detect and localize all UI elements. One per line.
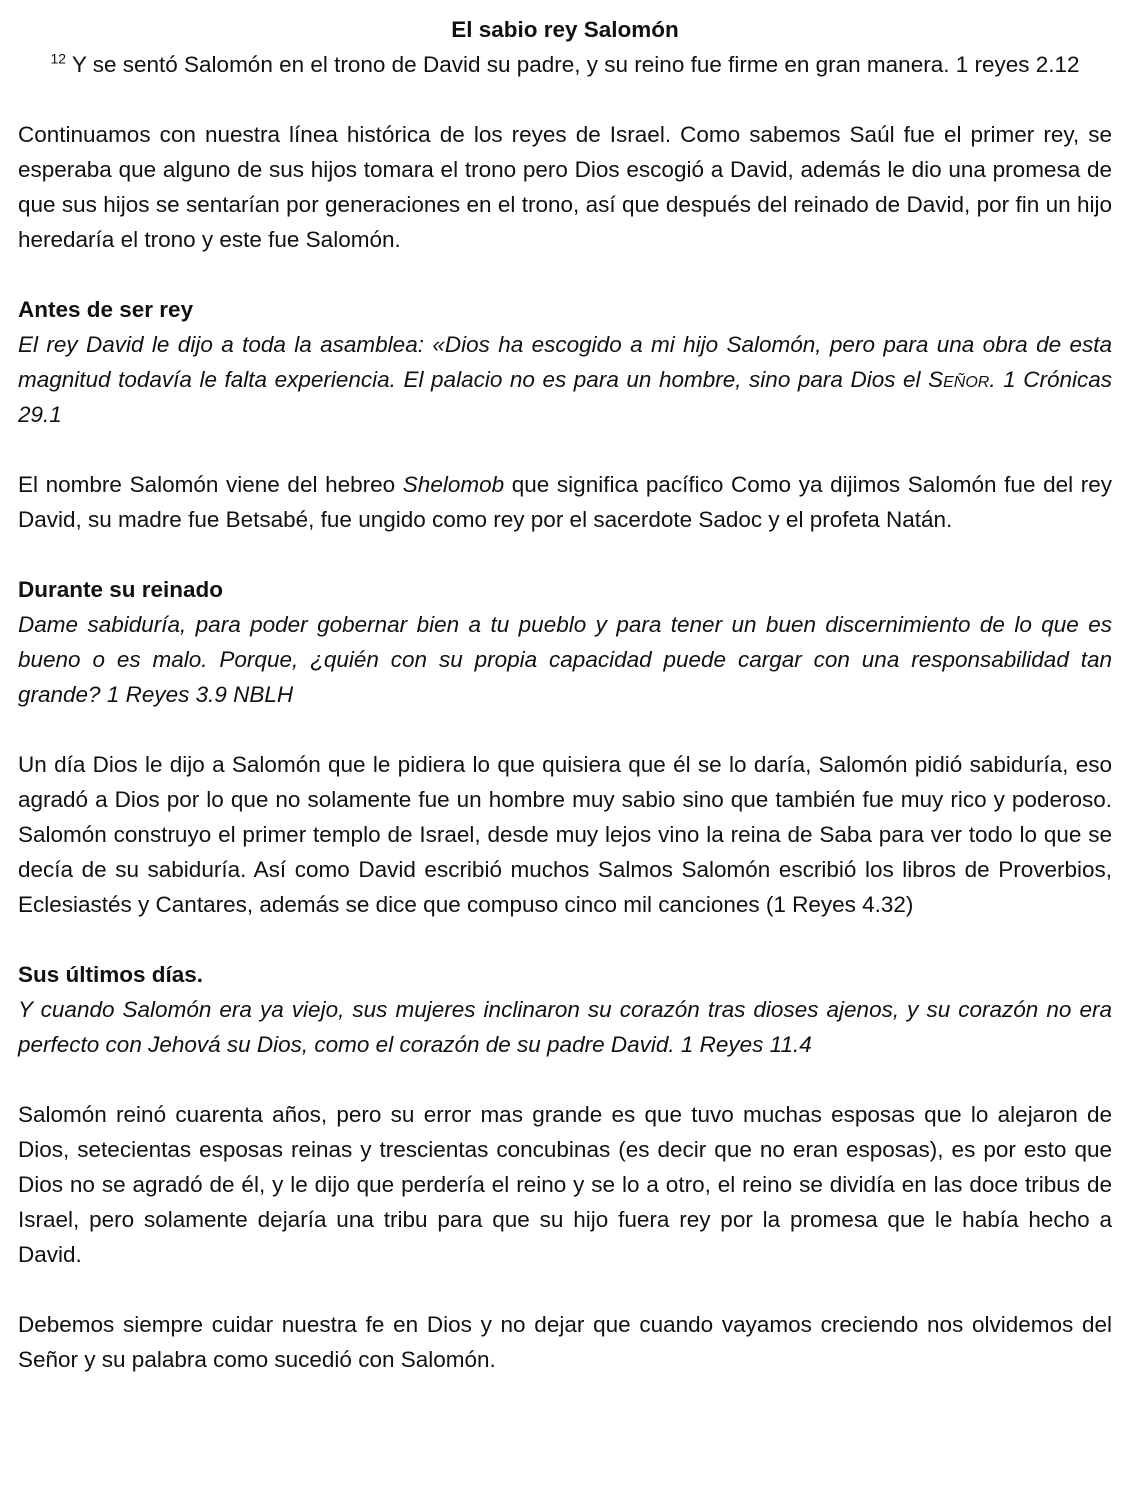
section-heading-antes: Antes de ser rey xyxy=(18,297,194,322)
quote-cronicas-part1: El rey David le dijo a toda la asamblea: «Dios ha escogido a mi hijo Salomón, pero para una obra de esta magnitud todavía le falta experiencia. El palacio no es para un hombre, sino para Dios el xyxy=(18,332,1112,392)
document-title: El sabio rey Salomón xyxy=(451,17,679,42)
wisdom-paragraph: Un día Dios le dijo a Salomón que le pidiera lo que quisiera que él se lo daría, Salomón pidió sabiduría, eso agradó a Dios por lo que no solamente fue un hombre muy sabio sino que también fue muy rico y poderoso. Salomón construyo el primer templo de Israel, desde muy lejos vino la reina de Saba para ver todo lo que se decía de su sabiduría. Así como David escribió muchos Salmos Salomón escribió los libros de Proverbios, Eclesiastés y Cantares, además se dice que compuso cinco mil canciones (1 Reyes 4.32) xyxy=(18,752,1112,917)
quote-cronicas-part2: . 1 Crónicas 29.1 xyxy=(18,367,1112,427)
quote-reyes-3: Dame sabiduría, para poder gobernar bien a tu pueblo y para tener un buen discernimiento de lo que es bueno o es malo. Porque, ¿quién con su propia capacidad puede cargar con una responsabilidad tan grande? 1 Reyes 3.9 NBLH xyxy=(18,612,1112,707)
verse-text: Y se sentó Salomón en el trono de David su padre, y su reino fue firme en gran manera. 1 reyes 2.12 xyxy=(71,52,1080,77)
quote-cronicas-lord: Señor xyxy=(928,367,990,392)
section-heading-durante: Durante su reinado xyxy=(18,577,224,602)
intro-paragraph: Continuamos con nuestra línea histórica de los reyes de Israel. Como sabemos Saúl fue el primer rey, se esperaba que alguno de sus hijos tomara el trono pero Dios escogió a David, además le dio una promesa de que sus hijos se sentarían por generaciones en el trono, así que después del reinado de David, por fin un hijo heredaría el trono y este fue Salomón. xyxy=(18,122,1112,252)
reign-paragraph: Salomón reinó cuarenta años, pero su error mas grande es que tuvo muchas esposas que lo alejaron de Dios, setecientas esposas reinas y trescientas concubinas (es decir que no eran esposas), es por esto que Dios no se agradó de él, y le dijo que perdería el reino y se lo a otro, el reino se dividía en las doce tribus de Israel, pero solamente dejaría una tribu para que su hijo fuera rey por la promesa que le había hecho a David. xyxy=(18,1102,1112,1267)
verse-number: 12 xyxy=(50,50,67,67)
closing-paragraph: Debemos siempre cuidar nuestra fe en Dios y no dejar que cuando vayamos creciendo nos olvidemos del Señor y su palabra como sucedió con Salomón. xyxy=(18,1312,1112,1372)
name-meaning-paragraph xyxy=(18,467,1112,537)
name-paragraph-part2: que significa pacífico Como ya dijimos Salomón fue del rey David, su madre fue Betsabé, fue ungido como rey por el sacerdote Sadoc y el profeta Natán. xyxy=(18,472,1113,532)
quote-reyes-11: Y cuando Salomón era ya viejo, sus mujeres inclinaron su corazón tras dioses ajenos, y su corazón no era perfecto con Jehová su Dios, como el corazón de su padre David. 1 Reyes 11.4 xyxy=(18,997,1112,1057)
quote-cronicas xyxy=(18,327,1112,432)
hebrew-term: Shelomob xyxy=(402,472,505,497)
section-heading-ultimos: Sus últimos días. xyxy=(18,962,204,987)
opening-verse xyxy=(18,47,1112,82)
name-paragraph-part1: El nombre Salomón viene del hebreo xyxy=(18,472,403,497)
